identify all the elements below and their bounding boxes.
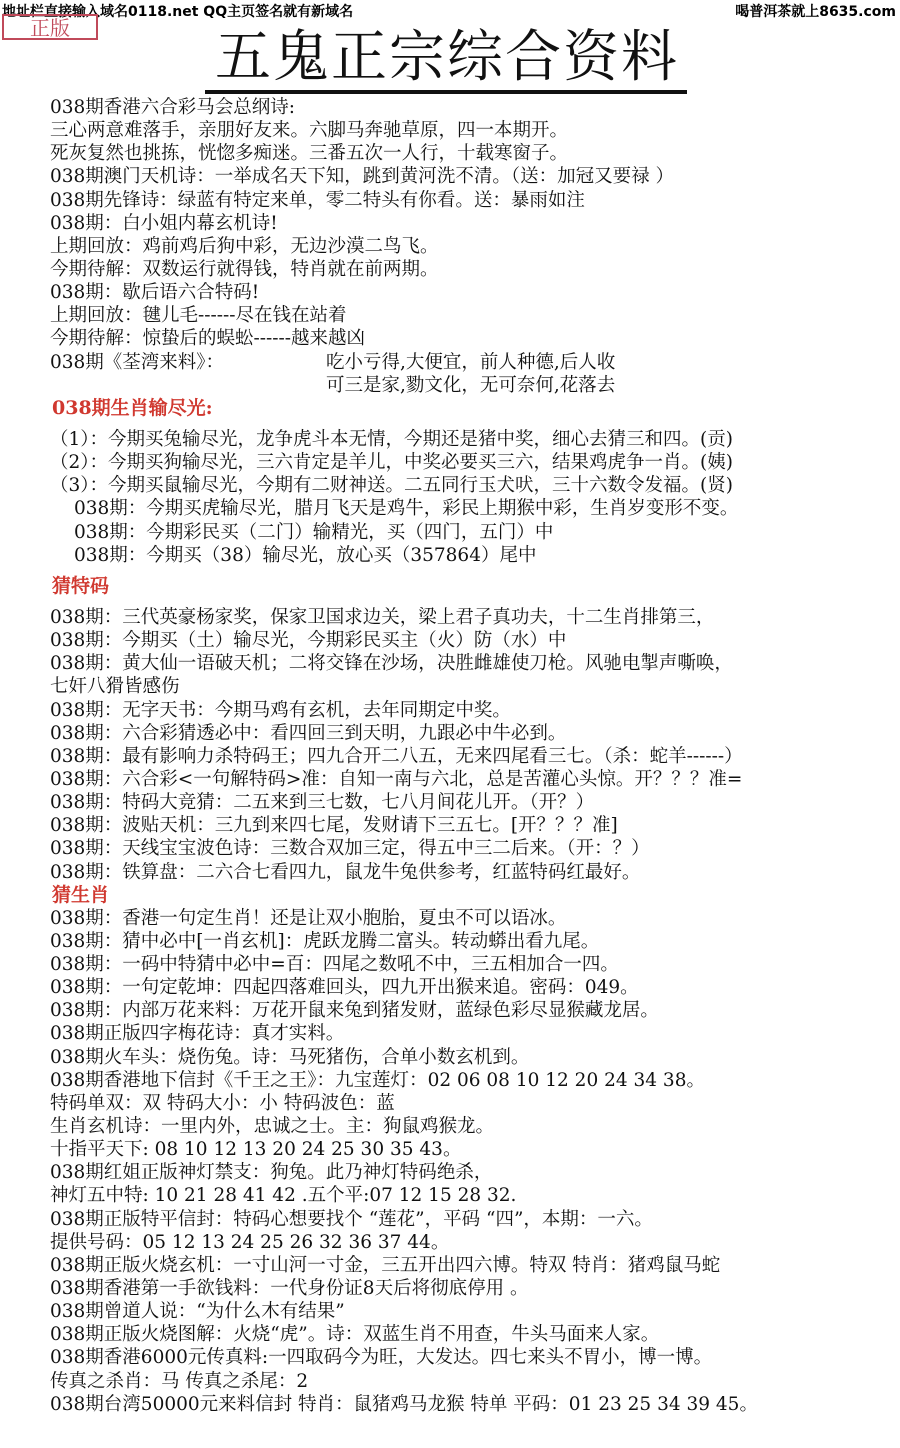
text-line: 038期正版特平信封：特码心想要找个 “莲花”，平码 “四”，本期：一六。 bbox=[50, 1208, 653, 1230]
text-line: 038期：最有影响力杀特码王；四九合开二八五，无来四尾看三七。（杀：蛇羊------） bbox=[50, 745, 743, 767]
text-line: 七奸八猾皆感伤 bbox=[50, 676, 180, 698]
text-line: （3）：今期买鼠输尽光，今期有二财神送。二五同行玉犬吠，三十六数令发福。(贤) bbox=[50, 475, 733, 497]
text-line: 038期：今期买（38）输尽光，放心买（357864）尾中 bbox=[74, 544, 537, 566]
text-line: 038期香港地下信封《千王之王》：九宝莲灯：02 06 08 10 12 20 24 34 38。 bbox=[50, 1069, 705, 1091]
text-line: 038期红姐正版神灯禁支：狗兔。此乃神灯特码绝杀， bbox=[50, 1162, 493, 1184]
text-line: 038期正版火烧图解：火烧“虎”。诗：双蓝生肖不用查，牛头马面来人家。 bbox=[50, 1324, 660, 1346]
section-heading-guess-code: 猜特码 bbox=[52, 574, 110, 597]
text-line: 038期正版火烧玄机：一寸山河一寸金，三五开出四六博。特双 特肖：猪鸡鼠马蛇 bbox=[50, 1254, 721, 1276]
text-line: 038期澳门天机诗：一举成名天下知，跳到黄河洗不清。（送：加冠又要禄 ） bbox=[50, 166, 674, 188]
text-line: 038期曾道人说：“为什么木有结果” bbox=[50, 1301, 345, 1323]
text-line: 038期：歇后语六合特码! bbox=[50, 282, 260, 304]
text-line: 038期：天线宝宝波色诗：三数合双加三定，得五中三二后来。（开：？） bbox=[50, 838, 650, 860]
text-line: 038期台湾50000元来料信封 特肖：鼠猪鸡马龙猴 特单 平码：01 23 25 34 39 45。 bbox=[50, 1393, 758, 1415]
text-line: 038期：香港一句定生肖！还是让双小胞胎，夏虫不可以语冰。 bbox=[50, 907, 567, 929]
text-line: 十指平天下: 08 10 12 13 20 24 25 30 35 43。 bbox=[50, 1139, 462, 1161]
text-line: 038期香港第一手欲钱料：一代身份证8天后将彻底停用 。 bbox=[50, 1278, 529, 1300]
text-line: 038期：六合彩猜透必中：看四回三到天明，九跟必中牛必到。 bbox=[50, 722, 567, 744]
text-line: 生肖玄机诗：一里内外，忠诚之士。主：狗鼠鸡猴龙。 bbox=[50, 1116, 495, 1138]
text-line: 今期待解：双数运行就得钱，特肖就在前两期。 bbox=[50, 258, 439, 280]
text-segment: 吃小亏得,大便宜，前人种德,后人收 bbox=[326, 351, 616, 373]
text-line: 038期：特码大竞猜：二五来到三七数，七八月间花儿开。（开？） bbox=[50, 792, 595, 814]
text-line: 038期：铁算盘：二六合七看四九，鼠龙牛兔供参考，红蓝特码红最好。 bbox=[50, 861, 641, 883]
banner-left-text: 地址栏直接输入域名0118.net QQ主页签名就有新域名 bbox=[2, 4, 354, 20]
text-line: 038期：猜中必中[一肖玄机]：虎跃龙腾二富头。转动蟒出看九尾。 bbox=[50, 930, 600, 952]
text-line: 可三是家,勠文化，无可奈何,花落去 bbox=[326, 374, 616, 396]
text-segment: 038期《荃湾来料》： bbox=[50, 351, 225, 373]
text-line: 038期：波贴天机：三九到来四七尾，发财请下三五七。[开？？？准] bbox=[50, 815, 618, 837]
genuine-stamp: 正版 bbox=[2, 14, 98, 40]
text-line: 038期：六合彩<一句解特码>准：自知一南与六北，总是苦灌心头惊。开？？？准= bbox=[50, 768, 743, 790]
text-line: 死灰复然也挑拣，恍惚多痴迷。三番五次一人行，十载寒窗子。 bbox=[50, 143, 569, 165]
text-line: （1）：今期买兔输尽光，龙争虎斗本无情，今期还是猪中奖，细心去猜三和四。(贡) bbox=[50, 428, 733, 450]
text-line: 三心两意难落手，亲朋好友来。六脚马奔驰草原，四一本期开。 bbox=[50, 120, 569, 142]
spacer bbox=[0, 598, 900, 606]
top-banner bbox=[0, 0, 900, 20]
text-line: 038期：今期买（土）输尽光，今期彩民买主（火）防（水）中 bbox=[50, 630, 567, 652]
section-heading-zodiac-lose: 038期生肖输尽光: bbox=[52, 396, 213, 419]
text-line: 038期：今期买虎输尽光，腊月飞天是鸡牛，彩民上期猴中彩，生肖岁变形不变。 bbox=[74, 498, 739, 520]
text-line: 今期待解：惊蛰后的蜈蚣------越来越凶 bbox=[50, 328, 366, 350]
text-line: 038期香港6000元传真料:一四取码今为旺，大发达。四七来头不胃小，博一博。 bbox=[50, 1347, 713, 1369]
text-line: 传真之杀肖：马 传真之杀尾：2 bbox=[50, 1370, 309, 1392]
text-line: 038期：黄大仙一语破天机；二将交锋在沙场，决胜雌雄使刀枪。风驰电掣声嘶唤， bbox=[50, 653, 733, 675]
text-line: 038期：一码中特猜中必中=百：四尾之数吼不中，三五相加合一四。 bbox=[50, 954, 619, 976]
text-line: 038期：一句定乾坤：四起四落难回头，四九开出猴来追。密码：049。 bbox=[50, 977, 639, 999]
text-line: 上期回放：鸡前鸡后狗中彩，无边沙漠二鸟飞。 bbox=[50, 235, 439, 257]
text-line: 038期：三代英豪杨家奖，保家卫国求边关，梁上君子真功夫，十二生肖排第三， bbox=[50, 606, 715, 628]
title-underline bbox=[205, 90, 687, 94]
text-line: 038期火车头：烧伤兔。诗：马死猪伤，合单小数玄机到。 bbox=[50, 1046, 530, 1068]
document-body bbox=[0, 96, 900, 1416]
text-line: 038期正版四字梅花诗：真才实料。 bbox=[50, 1023, 345, 1045]
spacer bbox=[0, 567, 900, 575]
spacer bbox=[0, 420, 900, 428]
text-line: 提供号码：05 12 13 24 25 26 32 36 37 44。 bbox=[50, 1231, 450, 1253]
text-line: 038期：无字天书：今期马鸡有玄机，去年同期定中奖。 bbox=[50, 699, 511, 721]
text-line: 038期：白小姐内幕玄机诗! bbox=[50, 212, 278, 234]
text-line: 神灯五中特: 10 21 28 41 42 .五个平:07 12 15 28 32. bbox=[50, 1185, 517, 1207]
text-line bbox=[0, 351, 900, 374]
text-line: 038期先锋诗：绿蓝有特定来单，零二特头有你看。送：暴雨如注 bbox=[50, 189, 585, 211]
text-line: 038期香港六合彩马会总纲诗: bbox=[50, 97, 296, 118]
text-line: 038期：内部万花来料：万花开鼠来兔到猪发财，蓝绿色彩尽显猴藏龙居。 bbox=[50, 1000, 659, 1022]
banner-right-text: 喝普洱茶就上8635.com bbox=[735, 4, 896, 20]
text-line: 特码单双：双 特码大小：小 特码波色：蓝 bbox=[50, 1092, 395, 1114]
page-title: 五鬼正宗综合资料 bbox=[215, 26, 679, 90]
text-line: 038期：今期彩民买（二门）输精光，买（四门，五门）中 bbox=[74, 521, 554, 543]
section-heading-guess-zodiac: 猜生肖 bbox=[52, 883, 110, 906]
text-line: （2）：今期买狗输尽光，三六肯定是羊儿，中奖必要买三六，结果鸡虎争一肖。(姨) bbox=[50, 452, 733, 474]
text-line: 上期回放：毽儿毛------尽在钱在站着 bbox=[50, 305, 347, 327]
